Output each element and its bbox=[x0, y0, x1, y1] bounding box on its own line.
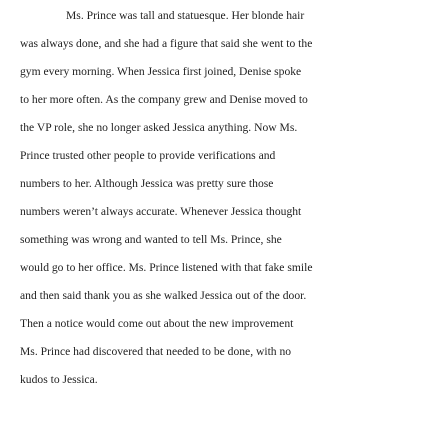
text-line: would go to her office. Ms. Prince listened with that fake smile bbox=[20, 261, 313, 274]
text-line: Ms. Prince was tall and statuesque. Her blonde hair bbox=[66, 9, 305, 22]
text-line: numbers weren’t always accurate. Whenever Jessica thought bbox=[20, 205, 302, 218]
text-line: the VP role, she no longer asked Jessica anything. Now Ms. bbox=[20, 121, 298, 134]
text-line: numbers to her. Although Jessica was pretty sure those bbox=[20, 177, 274, 190]
text-line: and then said thank you as she walked Jessica out of the door. bbox=[20, 289, 307, 302]
text-line: was always done, and she had a figure that said she went to the bbox=[20, 37, 313, 50]
text-line: something was wrong and wanted to tell Ms. Prince, she bbox=[20, 233, 282, 246]
text-line: gym every morning. When Jessica first joined, Denise spoke bbox=[20, 65, 302, 78]
text-line: to her more often. As the company grew and Denise moved to bbox=[20, 93, 308, 106]
text-line: Ms. Prince had discovered that needed to be done, with no bbox=[20, 345, 292, 358]
text-line: Then a notice would come out about the new improvement bbox=[20, 317, 294, 330]
text-line: Prince trusted other people to provide verifications and bbox=[20, 149, 276, 162]
text-line: kudos to Jessica. bbox=[20, 373, 98, 386]
